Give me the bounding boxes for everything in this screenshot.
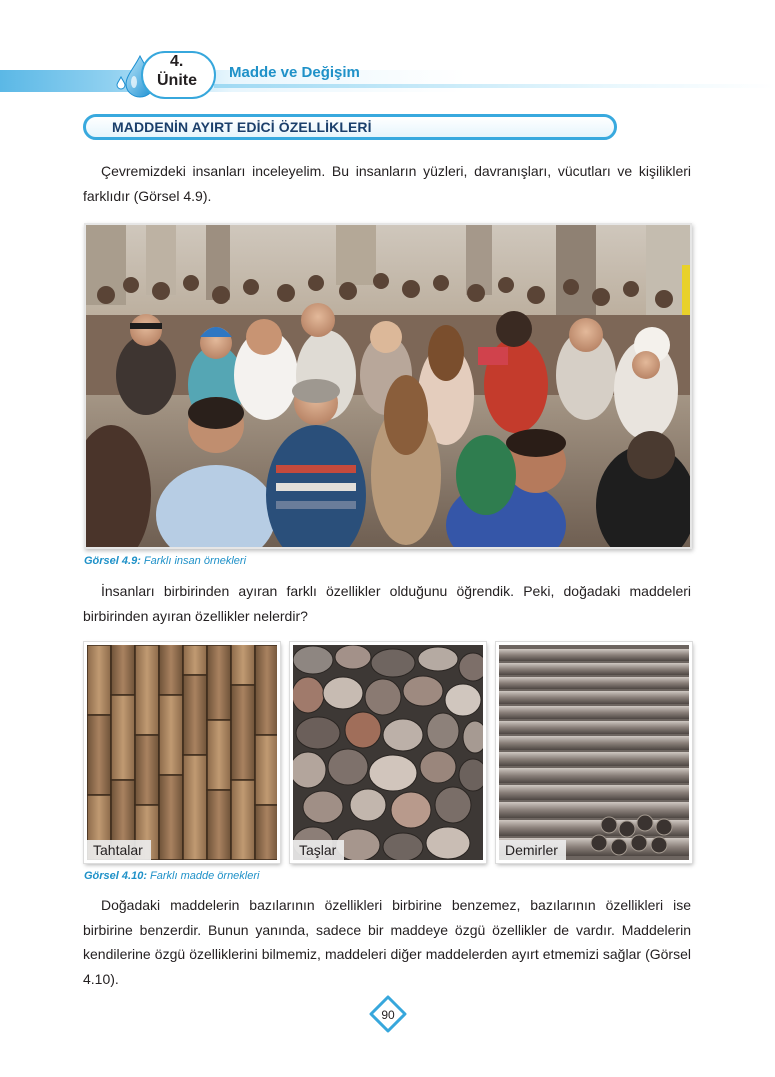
crowd-photo xyxy=(84,223,692,549)
wood-photo xyxy=(84,642,280,863)
iron-label: Demirler xyxy=(499,840,566,860)
figure-4-9-label: Görsel 4.9: xyxy=(84,555,141,567)
stones-label: Taşlar xyxy=(293,840,344,860)
figure-4-10-label: Görsel 4.10: xyxy=(84,870,147,882)
wood-planks-illustration xyxy=(87,645,277,860)
figure-4-10-text: Farklı madde örnekleri xyxy=(146,870,260,882)
section-title: MADDENİN AYIRT EDİCİ ÖZELLİKLERİ xyxy=(112,119,372,135)
page-number: 90 xyxy=(381,1008,395,1022)
paragraph-question-text: İnsanları birbirinden ayıran farklı özellikler olduğunu öğrendik. Peki, doğadaki maddeleri birbirinden ayıran özellikler nelerdir? xyxy=(83,583,691,624)
paragraph-conclusion xyxy=(83,893,691,991)
header-line xyxy=(214,84,775,88)
figure-4-9-caption xyxy=(84,555,246,567)
unit-label: Ünite xyxy=(157,72,197,89)
wood-label: Tahtalar xyxy=(87,840,151,860)
chapter-title: Madde ve Değişim xyxy=(229,64,360,81)
figure-4-9-text: Farklı insan örnekleri xyxy=(140,555,247,567)
paragraph-intro-text: Çevremizdeki insanları inceleyelim. Bu insanların yüzleri, davranışları, vücutları ve kişilikleri farklıdır (Görsel 4.9). xyxy=(83,163,691,204)
paragraph-question xyxy=(83,579,691,628)
stones-illustration xyxy=(293,645,483,860)
figure-4-10-caption xyxy=(84,870,259,882)
unit-number: 4. xyxy=(170,53,184,70)
paragraph-intro xyxy=(83,159,691,208)
paragraph-conclusion-text: Doğadaki maddelerin bazılarının özellikleri birbirine benzemez, bazılarının özellikleri ise birbirine benzerdir. Bunun yanında, sadece bir maddeye özgü özellikler de vardır. Maddelerin kendilerine özgü özelliklerini bilmemiz, maddeleri diğer maddelerden ayırt etmemizi sağlar (Görsel 4.10). xyxy=(83,897,691,987)
iron-photo xyxy=(496,642,692,863)
crowd-illustration xyxy=(86,225,690,547)
stones-photo xyxy=(290,642,486,863)
small-drop-icon xyxy=(116,76,126,90)
iron-bars-illustration xyxy=(499,645,689,860)
